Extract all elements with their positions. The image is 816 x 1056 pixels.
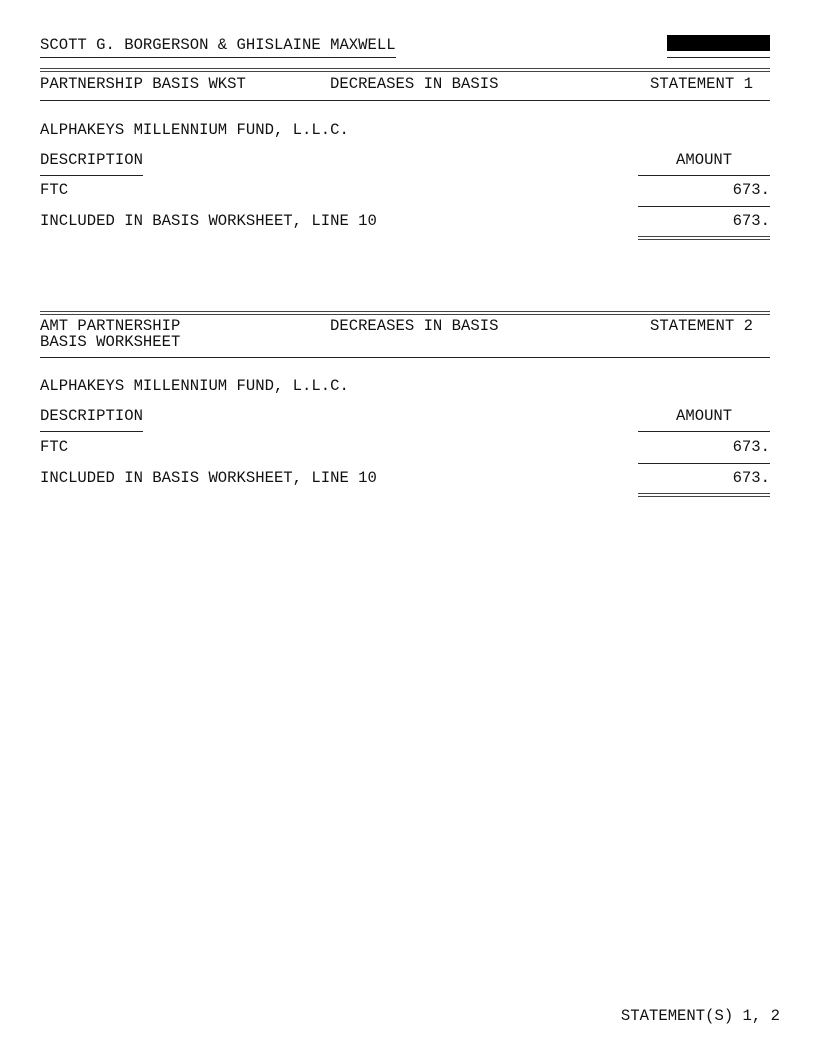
statement-label: STATEMENT 2 xyxy=(650,317,753,335)
col-description: DESCRIPTION xyxy=(40,151,143,169)
name-underline xyxy=(40,57,396,58)
rule xyxy=(40,100,770,101)
col-amount: AMOUNT xyxy=(676,151,733,169)
row-amount: 673. xyxy=(732,181,770,199)
statement-title: AMT PARTNERSHIP xyxy=(40,317,181,335)
statement-title-line-2: BASIS WORKSHEET xyxy=(40,333,181,351)
total-description: INCLUDED IN BASIS WORKSHEET, LINE 10 xyxy=(40,469,377,487)
total-amount: 673. xyxy=(732,212,770,230)
col-amount: AMOUNT xyxy=(676,407,733,425)
statement-title: PARTNERSHIP BASIS WKST xyxy=(40,75,246,93)
taxpayer-name: SCOTT G. BORGERSON & GHISLAINE MAXWELL xyxy=(40,36,396,54)
row-description: FTC xyxy=(40,438,69,456)
double-rule xyxy=(638,493,770,497)
footer-statements-ref: STATEMENT(S) 1, 2 xyxy=(620,1007,780,1025)
entity-name: ALPHAKEYS MILLENNIUM FUND, L.L.C. xyxy=(40,377,349,395)
double-rule xyxy=(40,68,770,72)
rule xyxy=(40,431,143,432)
rule xyxy=(638,463,770,464)
redacted-ssn xyxy=(667,35,770,51)
rule xyxy=(40,357,770,358)
statement-label: STATEMENT 1 xyxy=(650,75,753,93)
entity-name: ALPHAKEYS MILLENNIUM FUND, L.L.C. xyxy=(40,121,349,139)
total-description: INCLUDED IN BASIS WORKSHEET, LINE 10 xyxy=(40,212,377,230)
statement-subtitle: DECREASES IN BASIS xyxy=(330,75,499,93)
statement-subtitle: DECREASES IN BASIS xyxy=(330,317,499,335)
rule xyxy=(638,175,770,176)
total-amount: 673. xyxy=(732,469,770,487)
rule xyxy=(40,175,143,176)
row-description: FTC xyxy=(40,181,69,199)
double-rule xyxy=(638,236,770,240)
row-amount: 673. xyxy=(732,438,770,456)
rule xyxy=(638,431,770,432)
rule xyxy=(638,206,770,207)
ssn-underline xyxy=(667,57,770,58)
double-rule xyxy=(40,311,770,315)
col-description: DESCRIPTION xyxy=(40,407,143,425)
